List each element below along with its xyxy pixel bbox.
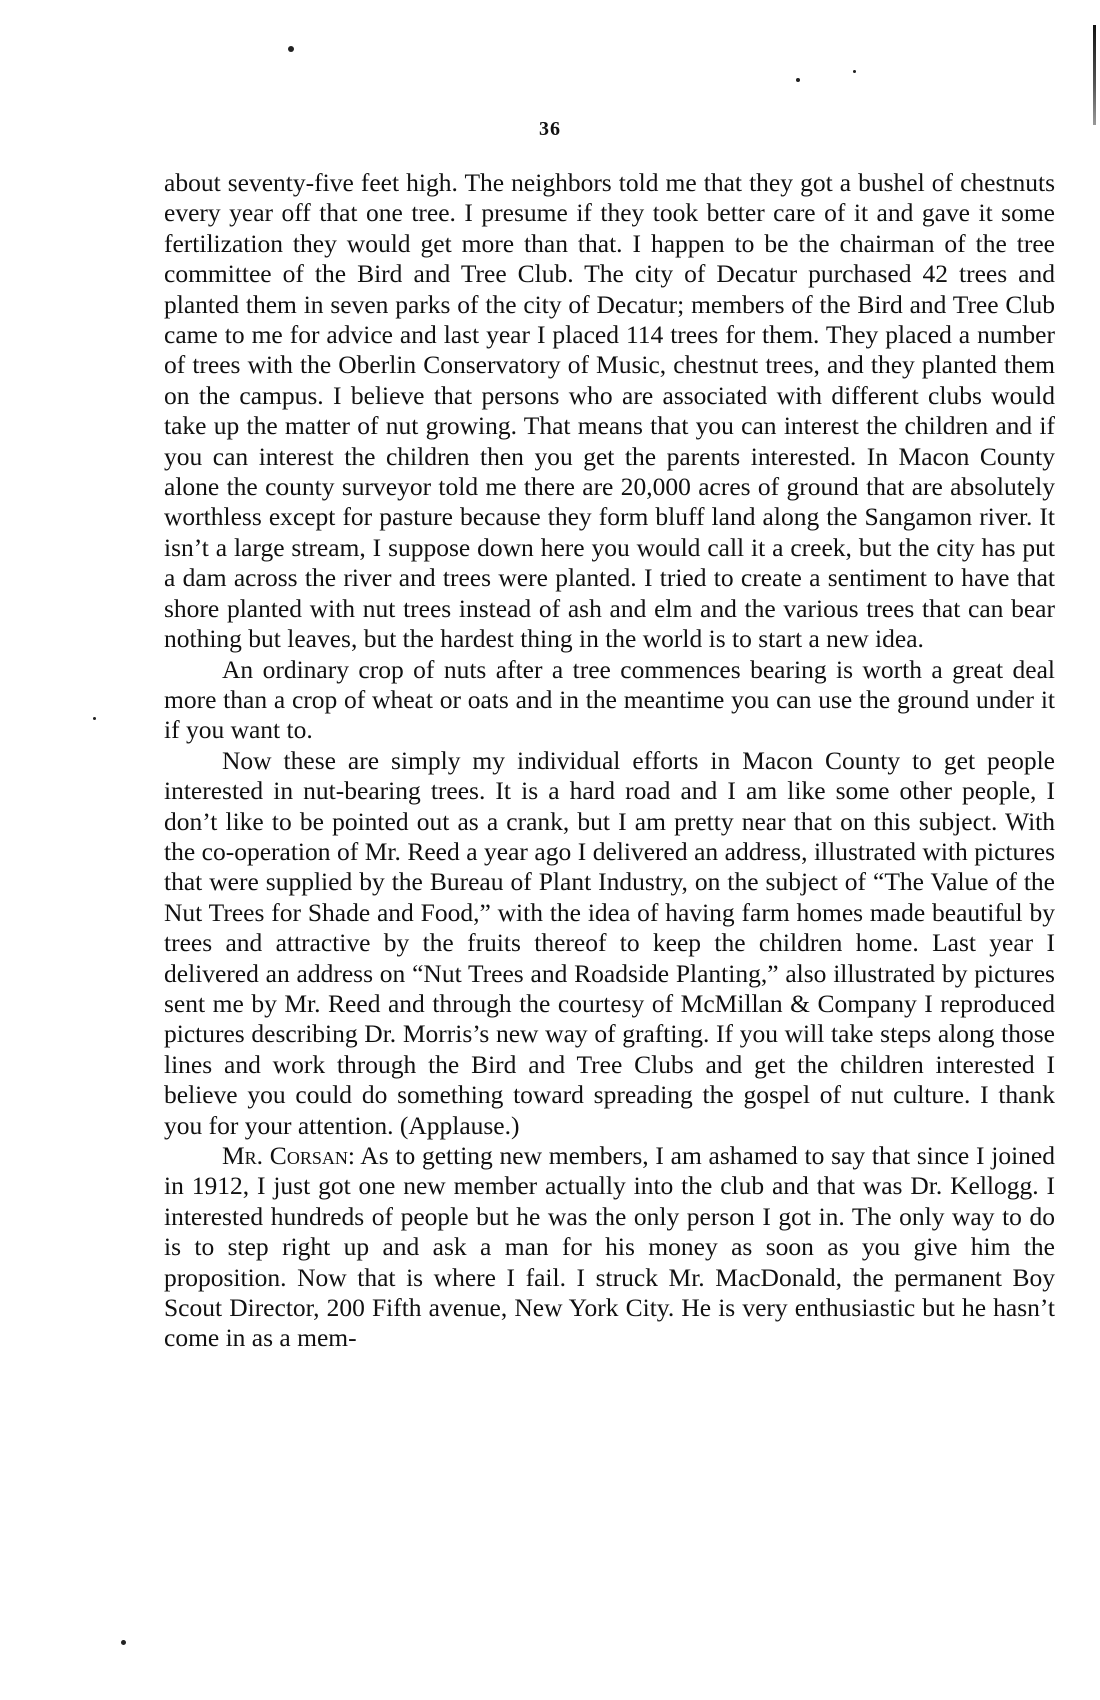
speaker-name: Mr. Corsan: [222, 1141, 348, 1170]
speaker-colon: :: [347, 1141, 361, 1170]
scan-speck: [93, 717, 96, 720]
scan-speck: [121, 1640, 126, 1645]
scan-speck: [288, 46, 294, 52]
document-body: [164, 168, 1055, 1354]
paragraph: An ordinary crop of nuts after a tree commences bearing is worth a great deal more than a crop of wheat or oats and in the meantime you can use the ground under it if you want to.: [164, 654, 1055, 745]
speech-text: As to getting new members, I am ashamed to say that since I joined in 1912, I just got one new member actually into the club and that was Dr. Kellogg. I interested hundreds of people but he was the only person I got in. The only way to do is to step right up and ask a man for his money as soon as you give him the proposition. Now that is where I fail. I struck Mr. MacDonald, the permanent Boy Scout Director, 200 Fifth avenue, New York City. He is very enthusiastic but he hasn’t come in as a mem-: [164, 1141, 1055, 1353]
paragraph: Now these are simply my individual efforts in Macon County to get people interested in nut-bearing trees. It is a hard road and I am like some other people, I don’t like to be pointed out as a crank, but I am pretty near that on this subject. With the co-operation of Mr. Reed a year ago I delivered an address, illustrated with pictures that were supplied by the Bureau of Plant Industry, on the subject of “The Value of the Nut Trees for Shade and Food,” with the idea of having farm homes made beautiful by trees and attractive by the fruits thereof to keep the children home. Last year I delivered an address on “Nut Trees and Roadside Planting,” also illustrated by pictures sent me by Mr. Reed and through the courtesy of McMillan & Company I reproduced pictures describing Dr. Morris’s new way of grafting. If you will take steps along those lines and work through the Bird and Tree Clubs and get the children interested I believe you could do something toward spreading the gospel of nut culture. I thank you for your attention. (Applause.): [164, 745, 1055, 1140]
paragraph: about seventy-five feet high. The neighbors told me that they got a bushel of chestnuts every year off that one tree. I presume if they took better care of it and gave it some fertilization they would get more than that. I happen to be the chairman of the tree committee of the Bird and Tree Club. The city of Decatur purchased 42 trees and planted them in seven parks of the city of Decatur; members of the Bird and Tree Club came to me for advice and last year I placed 114 trees for them. They placed a number of trees with the Oberlin Conservatory of Music, chestnut trees, and they planted them on the campus. I believe that persons who are associated with different clubs would take up the matter of nut growing. That means that you can interest the children and if you can interest the children then you get the parents interested. In Macon County alone the county surveyor told me there are 20,000 acres of ground that are absolutely worthless except for pasture because they form bluff land along the Sangamon river. It isn’t a large stream, I suppose down here you would call it a creek, but the city has put a dam across the river and trees were planted. I tried to create a sentiment to have that shore planted with nut trees instead of ash and elm and the various trees that can bear nothing but leaves, but the hardest thing in the world is to start a new idea.: [164, 168, 1055, 654]
scan-speck: [853, 70, 856, 73]
page-number: 36: [539, 118, 561, 140]
scan-speck: [796, 78, 800, 82]
paragraph: [164, 1141, 1055, 1354]
scan-edge-mark: [1093, 25, 1096, 125]
